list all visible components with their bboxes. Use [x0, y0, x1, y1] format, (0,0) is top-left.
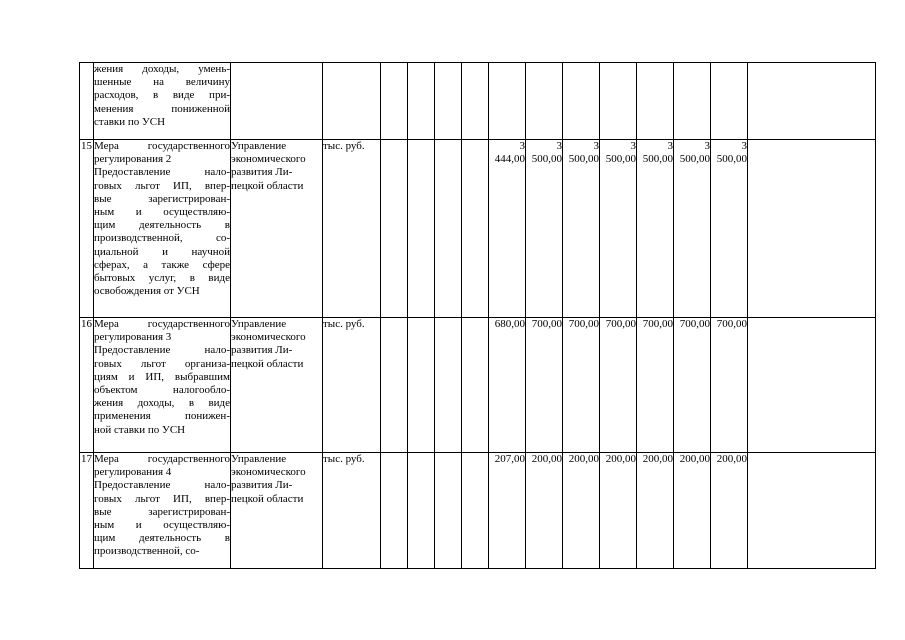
value-cell	[711, 318, 748, 453]
table-row	[80, 63, 876, 140]
description-line: объектом налогообло-	[94, 384, 230, 397]
description-line: циям и ИП, выбравшим	[94, 370, 230, 383]
value-cell	[489, 63, 526, 140]
empty-cell	[435, 140, 462, 318]
row-number: 16	[80, 318, 94, 453]
empty-cell	[462, 318, 489, 453]
description-line: ставки по УСН	[94, 115, 166, 128]
empty-cell	[462, 63, 489, 140]
value-cell	[489, 453, 526, 569]
empty-cell	[408, 453, 435, 569]
value-part: 500,00	[568, 153, 599, 166]
value-part: 3	[519, 140, 525, 152]
responsible-organization	[231, 453, 323, 569]
description-line: Мера государственного	[94, 318, 230, 330]
value-cell	[637, 140, 674, 318]
value-part: 500,00	[679, 153, 710, 166]
value-cell	[674, 453, 711, 569]
table-body	[80, 63, 876, 569]
description-line: сферах, а также сфере	[94, 258, 230, 271]
measure-description	[94, 140, 231, 318]
value-cell	[600, 318, 637, 453]
organization-line: экономического	[231, 466, 306, 479]
empty-cell	[408, 140, 435, 318]
value-cell	[563, 63, 600, 140]
table-row	[80, 318, 876, 453]
value-part: 700,00	[568, 318, 599, 330]
value-part: 200,00	[531, 453, 562, 465]
description-line: вые зарегистрирован-	[94, 192, 230, 205]
description-line: применения понижен-	[94, 410, 230, 423]
empty-cell	[408, 63, 435, 140]
value-part: 200,00	[716, 453, 747, 465]
empty-cell	[435, 318, 462, 453]
empty-cell	[748, 453, 876, 569]
empty-cell	[381, 453, 408, 569]
empty-cell	[462, 140, 489, 318]
value-part: 444,00	[494, 153, 525, 166]
value-part: 680,00	[494, 318, 525, 330]
row-number: 17	[80, 453, 94, 569]
value-cell	[526, 453, 563, 569]
value-cell	[563, 318, 600, 453]
empty-cell	[435, 63, 462, 140]
value-part: 500,00	[716, 153, 747, 166]
value-cell	[674, 318, 711, 453]
empty-cell	[748, 318, 876, 453]
unit-cell: тыс. руб.	[323, 453, 381, 569]
budget-table	[79, 62, 876, 569]
organization-line: развития Ли-	[231, 479, 293, 492]
description-line: освобождения от УСН	[94, 285, 200, 298]
value-part: 700,00	[642, 318, 673, 330]
description-line: Предоставление нало-	[94, 344, 230, 357]
description-line: говых льгот организа-	[94, 357, 230, 370]
value-part: 500,00	[531, 153, 562, 166]
empty-cell	[462, 453, 489, 569]
description-line: вые зарегистрирован-	[94, 505, 230, 518]
value-cell	[711, 453, 748, 569]
organization-line: экономического	[231, 153, 306, 166]
row-number	[80, 63, 94, 140]
unit-cell: тыс. руб.	[323, 140, 381, 318]
description-line: щим деятельность в	[94, 532, 230, 545]
value-part: 700,00	[605, 318, 636, 330]
empty-cell	[748, 63, 876, 140]
measure-description	[94, 453, 231, 569]
value-cell	[600, 63, 637, 140]
description-line: говых льгот ИП, впер-	[94, 179, 230, 192]
value-part: 500,00	[642, 153, 673, 166]
value-cell	[637, 318, 674, 453]
description-line: шенные на величину	[94, 76, 230, 89]
description-line: жения доходы, в виде	[94, 397, 230, 410]
responsible-organization	[231, 140, 323, 318]
description-line: менения пониженной	[94, 102, 230, 115]
description-line: производственной, со-	[94, 232, 230, 245]
description-line: ным и осуществляю-	[94, 206, 230, 219]
organization-line: пецкой области	[231, 179, 304, 192]
value-cell	[563, 140, 600, 318]
responsible-organization	[231, 63, 323, 140]
value-cell	[674, 140, 711, 318]
unit-cell: тыс. руб.	[323, 318, 381, 453]
value-part: 200,00	[605, 453, 636, 465]
description-line: регулирования 4	[94, 466, 172, 479]
description-line: бытовых услуг, в виде	[94, 272, 230, 285]
organization-line: Управление	[231, 140, 287, 152]
value-part: 200,00	[568, 453, 599, 465]
value-part: 700,00	[679, 318, 710, 330]
empty-cell	[435, 453, 462, 569]
empty-cell	[381, 140, 408, 318]
value-cell	[637, 63, 674, 140]
description-line: производственной, со-	[94, 545, 200, 558]
value-cell	[526, 63, 563, 140]
table-row	[80, 140, 876, 318]
value-cell	[674, 63, 711, 140]
value-part: 3	[667, 140, 673, 152]
row-number: 15	[80, 140, 94, 318]
value-cell	[711, 140, 748, 318]
value-part: 207,00	[494, 453, 525, 465]
value-part: 700,00	[531, 318, 562, 330]
description-line: Предоставление нало-	[94, 166, 230, 179]
organization-line: Управление	[231, 318, 287, 330]
description-line: Мера государственного	[94, 140, 230, 152]
description-line: циальной и научной	[94, 245, 230, 258]
description-line: регулирования 3	[94, 331, 172, 344]
value-cell	[489, 318, 526, 453]
description-line: Предоставление нало-	[94, 479, 230, 492]
value-cell	[563, 453, 600, 569]
table-row	[80, 453, 876, 569]
organization-line: экономического	[231, 331, 306, 344]
value-part: 3	[704, 140, 710, 152]
value-part: 3	[556, 140, 562, 152]
empty-cell	[381, 63, 408, 140]
value-cell	[489, 140, 526, 318]
description-line: щим деятельность в	[94, 219, 230, 232]
organization-line: пецкой области	[231, 357, 304, 370]
organization-line: развития Ли-	[231, 166, 293, 179]
empty-cell	[748, 140, 876, 318]
value-part: 3	[741, 140, 747, 152]
unit-cell	[323, 63, 381, 140]
empty-cell	[381, 318, 408, 453]
organization-line: пецкой области	[231, 492, 304, 505]
value-part: 700,00	[716, 318, 747, 330]
value-part: 3	[593, 140, 599, 152]
value-part: 200,00	[679, 453, 710, 465]
description-line: жения доходы, умень-	[94, 63, 230, 75]
description-line: регулирования 2	[94, 153, 172, 166]
value-cell	[526, 140, 563, 318]
value-cell	[526, 318, 563, 453]
measure-description	[94, 63, 231, 140]
value-part: 200,00	[642, 453, 673, 465]
value-cell	[711, 63, 748, 140]
description-line: ным и осуществляю-	[94, 519, 230, 532]
description-line: ной ставки по УСН	[94, 423, 186, 436]
value-part: 500,00	[605, 153, 636, 166]
organization-line: развития Ли-	[231, 344, 293, 357]
organization-line: Управление	[231, 453, 287, 465]
description-line: говых льгот ИП, впер-	[94, 492, 230, 505]
empty-cell	[408, 318, 435, 453]
value-cell	[600, 140, 637, 318]
value-part: 3	[630, 140, 636, 152]
description-line: расходов, в виде при-	[94, 89, 230, 102]
description-line: Мера государственного	[94, 453, 230, 465]
responsible-organization	[231, 318, 323, 453]
value-cell	[637, 453, 674, 569]
measure-description	[94, 318, 231, 453]
value-cell	[600, 453, 637, 569]
